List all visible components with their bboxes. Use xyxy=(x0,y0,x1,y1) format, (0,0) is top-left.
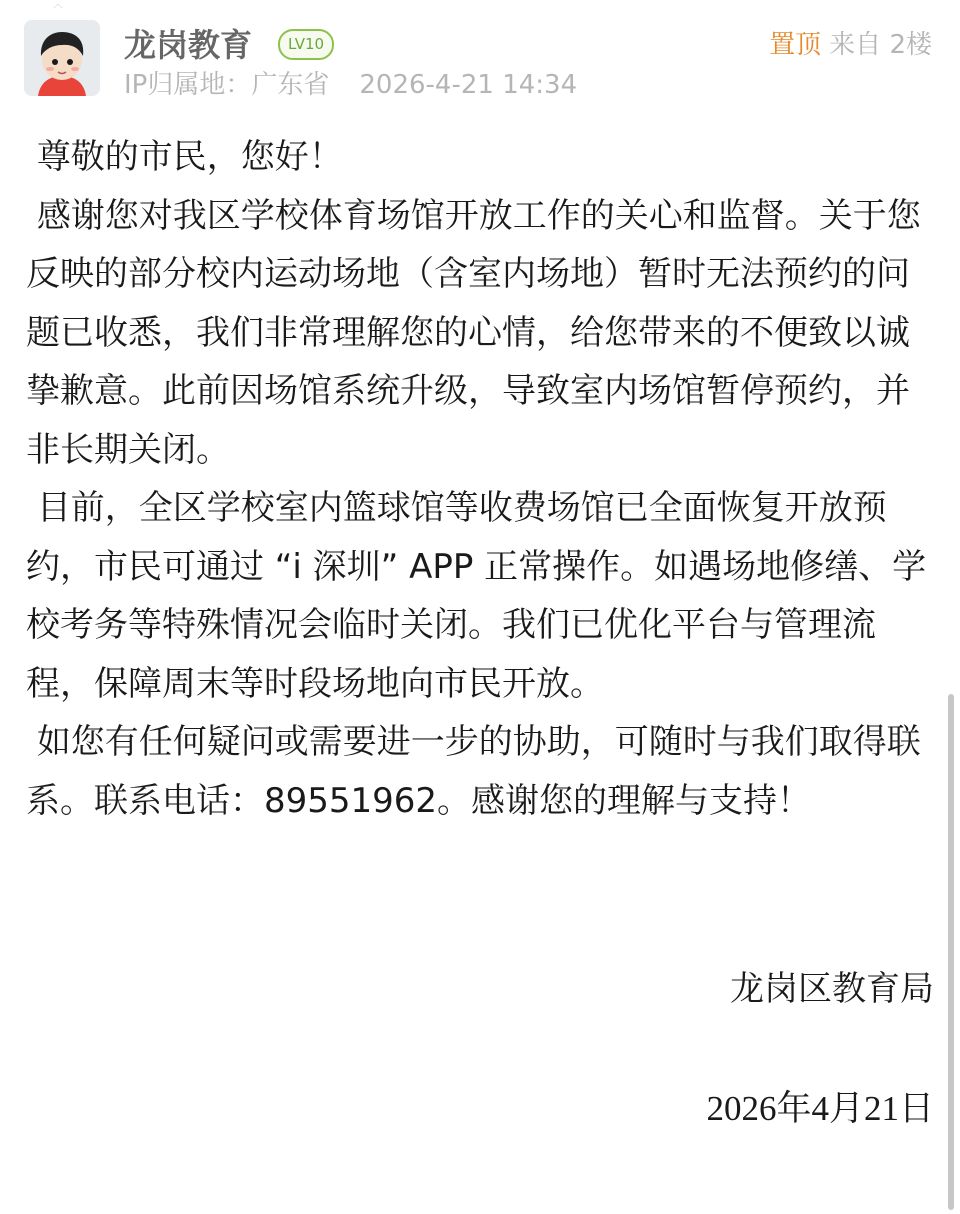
ip-location: 广东省 xyxy=(251,70,330,100)
paragraph-apology: 感谢您对我区学校体育场馆开放工作的关心和监督。关于您反映的部分校内运动场地（含室内场地）暂时无法预约的问题已收悉，我们非常理解您的心情，给您带来的不便致以诚挚歉意。此前因场馆系统升级，导致室内场馆暂停预约，并非长期关闭。 xyxy=(26,195,921,470)
paragraph-status: 目前，全区学校室内篮球馆等收费场馆已全面恢复开放预约，市民可通过 “i 深圳” APP 正常操作。如遇场地修缮、学校考务等特殊情况会临时关闭。我们已优化平台与管理流程，保障周末等时段场地向市民开放。 xyxy=(26,488,927,704)
paragraph-greeting: 尊敬的市民，您好！ xyxy=(26,137,343,177)
floor-number: 2楼 xyxy=(889,30,932,60)
signature-date: 2026年4月21日 xyxy=(706,1089,934,1128)
signature: 龙岗区教育局 xyxy=(730,969,934,1009)
pinned-label: 置顶 xyxy=(769,30,822,60)
avatar[interactable] xyxy=(24,20,100,96)
level-badge: LV10 xyxy=(278,29,334,60)
post-meta xyxy=(124,66,577,104)
ip-label: IP归属地： xyxy=(124,70,252,100)
paragraph-contact: 如您有任何疑问或需要进一步的协助，可随时与我们取得联系。联系电话：89551962。感谢您的理解与支持！ xyxy=(26,722,921,821)
author-name[interactable]: 龙岗教育 xyxy=(124,26,253,64)
source-label: 来自 xyxy=(829,30,882,60)
post-timestamp: 2026-4-21 14:34 xyxy=(359,70,578,100)
post-info xyxy=(769,26,932,64)
cartoon-boy-avatar-icon xyxy=(24,20,100,96)
collapse-chevron-icon: ︿ xyxy=(52,0,65,8)
post-body xyxy=(26,128,938,830)
scrollbar[interactable] xyxy=(948,694,954,1210)
